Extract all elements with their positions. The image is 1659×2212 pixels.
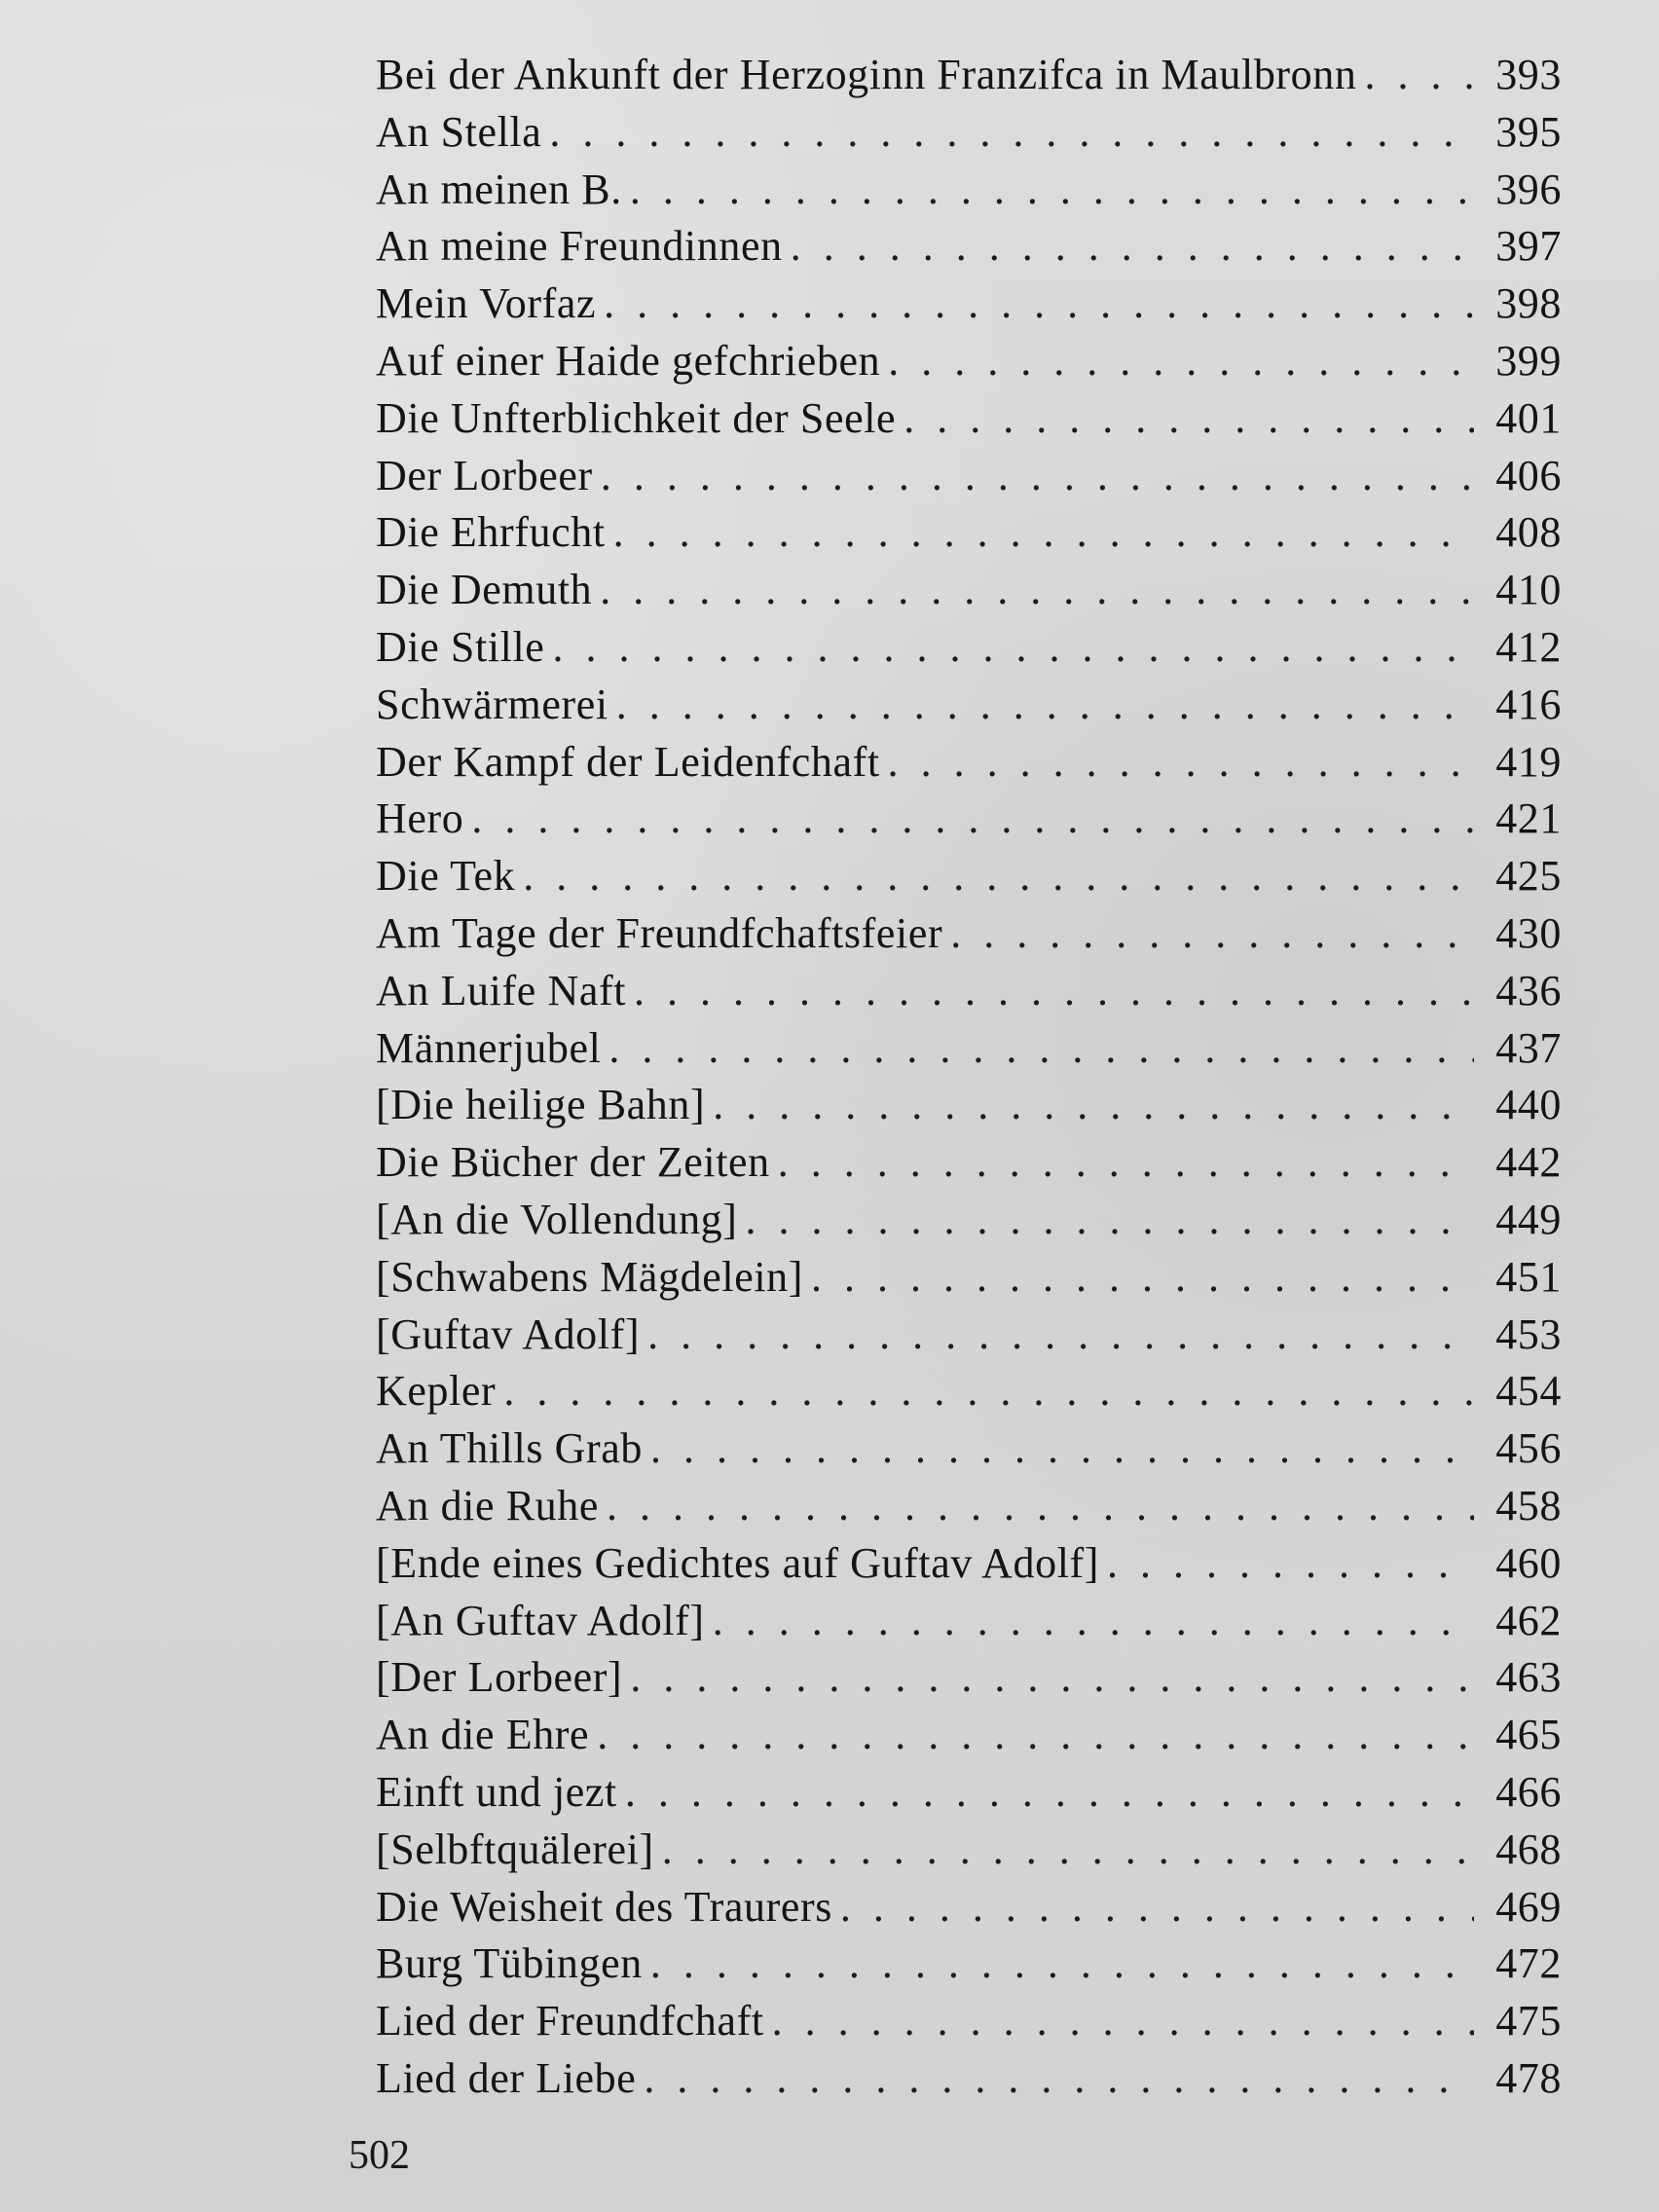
toc-entry-page: 412 — [1495, 622, 1562, 671]
toc-entry-title: [Selbftquälerei] — [376, 1825, 654, 1873]
toc-entry-page: 478 — [1495, 2053, 1562, 2102]
toc-entry-page: 410 — [1495, 566, 1562, 614]
toc-entry — [376, 1649, 1562, 1707]
toc-entry — [376, 1478, 1562, 1535]
toc-entry — [376, 619, 1562, 677]
toc-entry-title: Schwärmerei — [376, 680, 608, 728]
toc-entry — [376, 562, 1562, 619]
toc-entry-title: Männerjubel — [376, 1023, 602, 1072]
toc-entry-title: An die Ehre — [376, 1711, 590, 1759]
dot-leader — [950, 905, 1474, 963]
toc-entry-page: 475 — [1495, 1997, 1562, 2046]
toc-entry-title: [An Guftav Adolf] — [376, 1596, 705, 1644]
toc-entry-page: 466 — [1495, 1767, 1562, 1816]
toc-entry — [376, 218, 1562, 276]
toc-entry — [376, 1593, 1562, 1650]
toc-entry — [376, 1077, 1562, 1134]
toc-entry-page: 399 — [1495, 336, 1562, 385]
toc-entry — [376, 1993, 1562, 2050]
toc-entry-page: 425 — [1495, 852, 1562, 901]
dot-leader — [791, 218, 1474, 276]
toc-entry-page: 456 — [1495, 1424, 1562, 1473]
toc-entry-page: 401 — [1495, 393, 1562, 442]
toc-entry-title: [Ende eines Gedichtes auf Guftav Adolf] — [376, 1538, 1100, 1587]
dot-leader — [625, 1764, 1474, 1822]
toc-entry-title: An meinen B. — [376, 165, 622, 213]
toc-entry-page: 406 — [1495, 451, 1562, 499]
toc-entry-title: [An die Vollendung] — [376, 1195, 738, 1243]
toc-entry-page: 440 — [1495, 1081, 1562, 1129]
toc-entry-title: Kepler — [376, 1367, 497, 1416]
dot-leader — [903, 390, 1474, 448]
toc-entry-page: 398 — [1495, 279, 1562, 328]
toc-entry-page: 419 — [1495, 737, 1562, 786]
dot-leader — [604, 276, 1474, 333]
dot-leader — [607, 1478, 1474, 1535]
toc-entry — [376, 734, 1562, 792]
toc-entry-page: 393 — [1495, 51, 1562, 98]
toc-entry-page: 468 — [1495, 1825, 1562, 1873]
toc-entry-title: Die Ehrfucht — [376, 508, 606, 557]
toc-entry-title: Die Weisheit des Traurers — [376, 1882, 832, 1931]
toc-entry-page: 408 — [1495, 508, 1562, 557]
toc-entry — [376, 1020, 1562, 1078]
dot-leader — [503, 1363, 1474, 1420]
toc-entry — [376, 104, 1562, 162]
dot-leader — [778, 1134, 1474, 1192]
toc-entry — [376, 791, 1562, 848]
toc-entry — [376, 276, 1562, 333]
dot-leader — [650, 1420, 1474, 1478]
toc-entry — [376, 963, 1562, 1020]
toc-entry — [376, 848, 1562, 905]
dot-leader — [613, 504, 1474, 562]
toc-entry-title: Der Kampf der Leidenfchaft — [376, 737, 880, 786]
toc-entry-page: 449 — [1495, 1195, 1562, 1243]
toc-entry — [376, 1307, 1562, 1364]
toc-entry-title: Der Lorbeer — [376, 451, 593, 499]
dot-leader — [650, 1936, 1474, 1993]
toc-entry — [376, 1822, 1562, 1879]
toc-entry-title: Die Unfterblichkeit der Seele — [376, 393, 897, 442]
dot-leader — [597, 1707, 1474, 1764]
toc-entry-title: Lied der Freundfchaft — [376, 1997, 764, 2046]
dot-leader — [600, 562, 1474, 619]
toc-entry — [376, 162, 1562, 219]
toc-entry-title: An Stella — [376, 107, 542, 156]
toc-entry-title: Einft und jezt — [376, 1767, 617, 1816]
toc-entry — [376, 905, 1562, 963]
toc-entry — [376, 677, 1562, 734]
toc-entry — [376, 1535, 1562, 1593]
toc-entry-page: 421 — [1495, 794, 1562, 843]
toc-entry-page: 463 — [1495, 1653, 1562, 1702]
toc-entry — [376, 1249, 1562, 1307]
toc-entry-page: 465 — [1495, 1711, 1562, 1759]
toc-entry — [376, 1764, 1562, 1822]
toc-entry — [376, 333, 1562, 390]
toc-entry-page: 462 — [1495, 1596, 1562, 1644]
toc-entry-page: 397 — [1495, 222, 1562, 271]
toc-entry-page: 395 — [1495, 107, 1562, 156]
dot-leader — [888, 333, 1474, 390]
toc-entry-page: 469 — [1495, 1882, 1562, 1931]
dot-leader — [616, 677, 1474, 734]
dot-leader — [634, 963, 1474, 1020]
dot-leader — [811, 1249, 1474, 1307]
toc-entry-title: An die Ruhe — [376, 1481, 600, 1530]
toc-entry-title: Bei der Ankunft der Herzoginn Franzifca in Maulbronn — [376, 51, 1357, 98]
dot-leader — [746, 1192, 1474, 1249]
toc-entry-title: An Thills Grab — [376, 1424, 644, 1473]
toc-entry — [376, 1879, 1562, 1936]
toc-entry-title: [Der Lorbeer] — [376, 1653, 623, 1702]
toc-entry-title: Am Tage der Freundfchaftsfeier — [376, 908, 943, 957]
dot-leader — [471, 791, 1474, 848]
toc-entry-page: 453 — [1495, 1309, 1562, 1358]
dot-leader — [662, 1822, 1474, 1879]
toc-entry — [376, 1134, 1562, 1192]
dot-leader — [608, 1020, 1474, 1078]
dot-leader — [523, 848, 1474, 905]
dot-leader — [713, 1593, 1474, 1650]
toc-entry-title: Auf einer Haide gefchrieben — [376, 336, 881, 385]
toc-entry — [376, 504, 1562, 562]
toc-entry — [376, 1192, 1562, 1249]
dot-leader — [888, 734, 1474, 792]
dot-leader — [601, 448, 1474, 505]
toc-entry — [376, 1420, 1562, 1478]
toc-entry-page: 436 — [1495, 966, 1562, 1014]
dot-leader — [630, 1649, 1474, 1707]
toc-entry-title: Die Bücher der Zeiten — [376, 1138, 770, 1187]
toc-entry-page: 458 — [1495, 1481, 1562, 1530]
toc-entry-page: 396 — [1495, 165, 1562, 213]
page-number: 502 — [349, 2133, 410, 2178]
toc-entry-page: 430 — [1495, 908, 1562, 957]
dot-leader — [713, 1077, 1474, 1134]
dot-leader — [552, 619, 1474, 677]
dot-leader — [630, 162, 1474, 219]
table-of-contents — [376, 47, 1562, 2108]
dot-leader — [647, 1307, 1474, 1364]
toc-entry-page: 472 — [1495, 1939, 1562, 1988]
toc-entry — [376, 1363, 1562, 1420]
toc-entry-title: An meine Freundinnen — [376, 222, 783, 271]
toc-entry-title: Die Stille — [376, 622, 545, 671]
toc-entry-title: [Die heilige Bahn] — [376, 1081, 706, 1129]
toc-entry — [376, 448, 1562, 505]
toc-entry-page: 451 — [1495, 1252, 1562, 1301]
toc-entry-title: Mein Vorfaz — [376, 279, 597, 328]
toc-entry-page: 460 — [1495, 1538, 1562, 1587]
toc-entry-title: Lied der Liebe — [376, 2053, 637, 2102]
toc-entry-title: Hero — [376, 794, 464, 843]
toc-entry — [376, 390, 1562, 448]
dot-leader — [644, 2050, 1474, 2108]
toc-entry-title: Die Demuth — [376, 566, 593, 614]
toc-entry-title: [Schwabens Mägdelein] — [376, 1252, 804, 1301]
toc-entry — [376, 2050, 1562, 2108]
toc-entry — [376, 47, 1562, 104]
toc-entry-title: An Luife Naft — [376, 966, 627, 1014]
toc-entry — [376, 1707, 1562, 1764]
dot-leader — [1107, 1535, 1474, 1593]
toc-entry — [376, 1936, 1562, 1993]
dot-leader — [1364, 47, 1474, 104]
toc-entry-title: Die Tek — [376, 852, 516, 901]
dot-leader — [549, 104, 1474, 162]
dot-leader — [772, 1993, 1474, 2050]
dot-leader — [840, 1879, 1474, 1936]
toc-entry-page: 454 — [1495, 1367, 1562, 1416]
toc-entry-title: Burg Tübingen — [376, 1939, 643, 1988]
toc-entry-title: [Guftav Adolf] — [376, 1309, 641, 1358]
toc-entry-page: 416 — [1495, 680, 1562, 728]
toc-entry-page: 442 — [1495, 1138, 1562, 1187]
toc-entry-page: 437 — [1495, 1023, 1562, 1072]
